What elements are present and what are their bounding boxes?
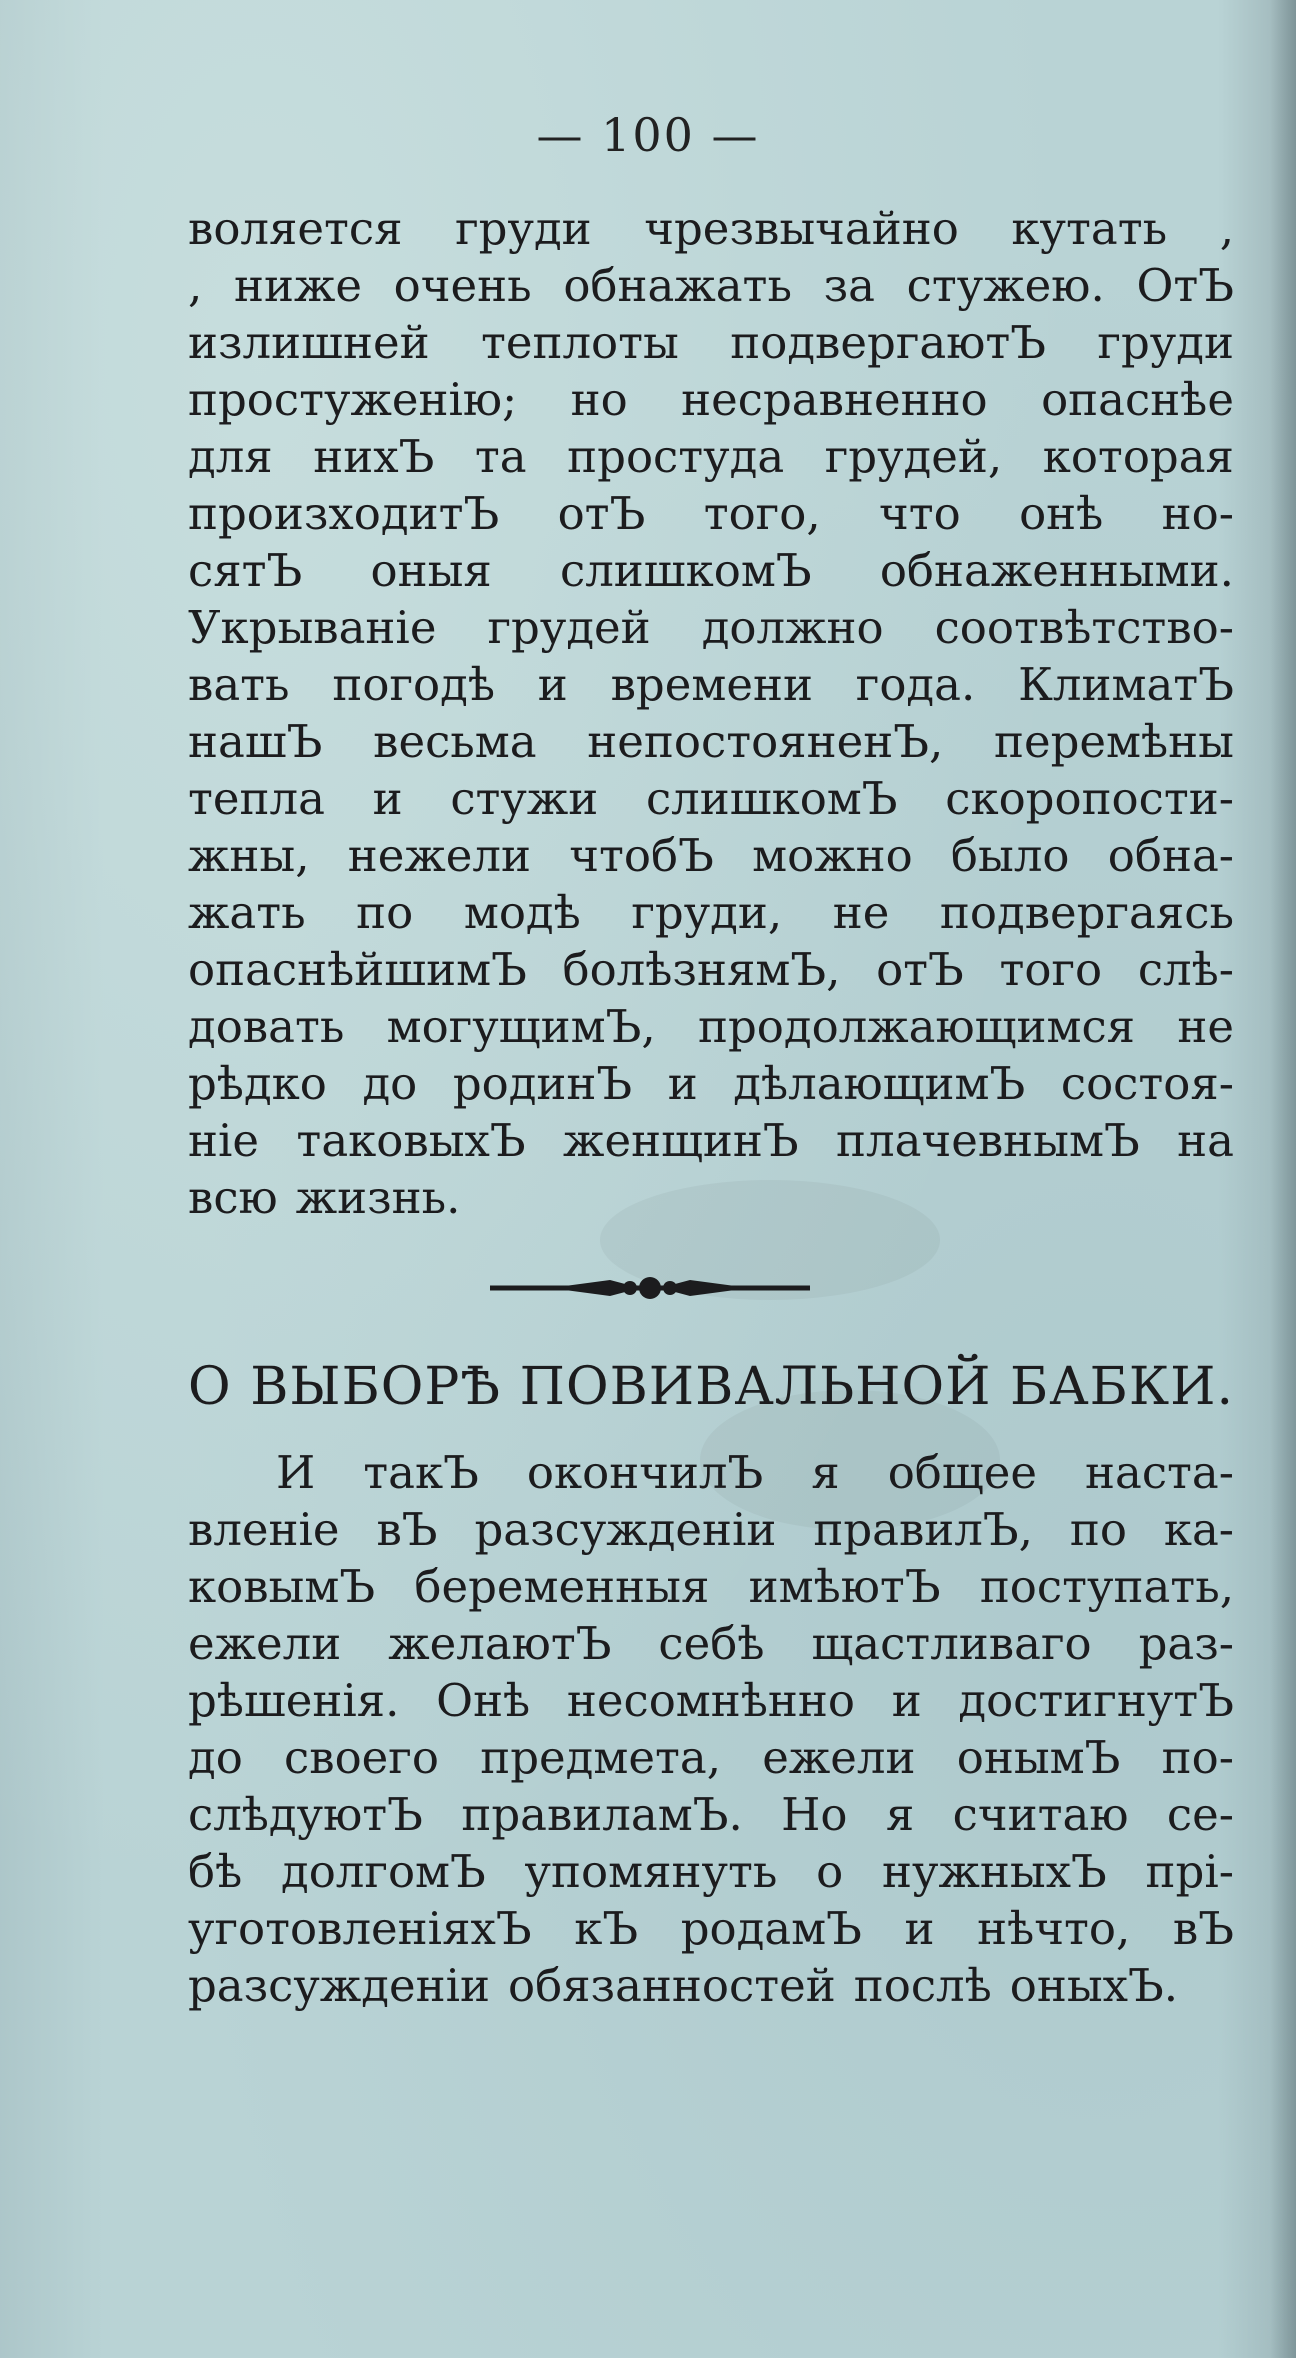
word: родамЪ bbox=[680, 1902, 862, 1955]
word: считаю bbox=[952, 1788, 1129, 1841]
word: Укрыванiе bbox=[188, 601, 437, 654]
word: по bbox=[356, 886, 414, 939]
word: и bbox=[372, 772, 403, 825]
word: желаютЪ bbox=[388, 1617, 612, 1670]
word: бѣ bbox=[188, 1845, 243, 1898]
text-line bbox=[188, 485, 1234, 542]
page-edge-shadow bbox=[1270, 0, 1296, 2358]
text-line bbox=[188, 1558, 1234, 1615]
word: долгомЪ bbox=[280, 1845, 486, 1898]
text-line bbox=[188, 941, 1234, 998]
word: перемѣны bbox=[993, 715, 1234, 768]
word: опаснѣйшимЪ bbox=[188, 943, 527, 996]
word: продолжающимся bbox=[697, 1000, 1136, 1053]
word: должно bbox=[701, 601, 884, 654]
word: соотвѣтство- bbox=[934, 601, 1234, 654]
word: вЪ bbox=[376, 1503, 438, 1556]
word: очень bbox=[393, 259, 532, 312]
text-line bbox=[188, 1615, 1234, 1672]
text-line bbox=[188, 371, 1234, 428]
word: прi- bbox=[1145, 1845, 1234, 1898]
word: воляется bbox=[188, 202, 403, 255]
word: окончилЪ bbox=[526, 1446, 764, 1499]
word: жизнь. bbox=[295, 1171, 461, 1224]
word: та bbox=[474, 430, 527, 483]
word: можно bbox=[752, 829, 913, 882]
word: подвергаютЪ bbox=[730, 316, 1047, 369]
text-line bbox=[188, 998, 1234, 1055]
word: всю bbox=[188, 1171, 278, 1224]
word: разсужденiи bbox=[474, 1503, 777, 1556]
word: о bbox=[816, 1845, 844, 1898]
word: обна- bbox=[1107, 829, 1234, 882]
text-line bbox=[188, 1786, 1234, 1843]
word: нежели bbox=[347, 829, 531, 882]
paragraph-1 bbox=[188, 200, 1234, 1226]
word: излишней bbox=[188, 316, 430, 369]
word: ежели bbox=[762, 1731, 916, 1784]
word: обнажать bbox=[563, 259, 792, 312]
word: груди bbox=[455, 202, 592, 255]
word: года. bbox=[855, 658, 976, 711]
text-line bbox=[188, 1444, 1234, 1501]
word: нихЪ bbox=[313, 430, 435, 483]
word: жны, bbox=[188, 829, 310, 882]
text-line bbox=[188, 1729, 1234, 1786]
text-line bbox=[188, 257, 1234, 314]
word: раз- bbox=[1138, 1617, 1234, 1670]
word: я bbox=[885, 1788, 915, 1841]
text-line bbox=[188, 656, 1234, 713]
word: не bbox=[832, 886, 890, 939]
word: рѣдко bbox=[188, 1057, 327, 1110]
word: ниже bbox=[233, 259, 362, 312]
word: слѣдуютЪ bbox=[188, 1788, 423, 1841]
text-line bbox=[188, 1055, 1234, 1112]
word: стужею. bbox=[906, 259, 1105, 312]
word: достигнутЪ bbox=[958, 1674, 1234, 1727]
text-line bbox=[188, 599, 1234, 656]
text-line bbox=[188, 713, 1234, 770]
word: поступать, bbox=[979, 1560, 1234, 1613]
word: для bbox=[188, 430, 273, 483]
word: непостояненЪ, bbox=[587, 715, 944, 768]
word: наста- bbox=[1085, 1446, 1234, 1499]
word: сятЪ bbox=[188, 544, 303, 597]
word: оныхЪ. bbox=[1009, 1959, 1179, 2012]
word: таковыхЪ bbox=[296, 1114, 526, 1167]
word: нужныхЪ bbox=[881, 1845, 1107, 1898]
word: плачевнымЪ bbox=[836, 1114, 1140, 1167]
heading-word: БАБКИ. bbox=[1010, 1357, 1234, 1417]
word: слишкомЪ bbox=[560, 544, 812, 597]
word: оныя bbox=[370, 544, 492, 597]
word: но bbox=[570, 373, 628, 426]
word: вленiе bbox=[188, 1503, 340, 1556]
word: ковымЪ bbox=[188, 1560, 376, 1613]
section-divider-ornament bbox=[490, 1268, 810, 1308]
word: предмета, bbox=[480, 1731, 722, 1784]
word: и bbox=[891, 1674, 922, 1727]
word: слишкомЪ bbox=[645, 772, 898, 825]
word: себѣ bbox=[658, 1617, 765, 1670]
word: отЪ bbox=[876, 943, 964, 996]
word: се- bbox=[1166, 1788, 1234, 1841]
word: но- bbox=[1161, 487, 1234, 540]
word: тепла bbox=[188, 772, 325, 825]
word: того bbox=[999, 943, 1103, 996]
word: обнаженными. bbox=[879, 544, 1234, 597]
word: нiе bbox=[188, 1114, 260, 1167]
word: погодѣ bbox=[332, 658, 495, 711]
word: уготовленiяхЪ bbox=[188, 1902, 532, 1955]
word: модѣ bbox=[463, 886, 581, 939]
word: дѣлающимЪ bbox=[733, 1057, 1026, 1110]
word: имѣютЪ bbox=[748, 1560, 941, 1613]
word: беременныя bbox=[414, 1560, 710, 1613]
word: и bbox=[667, 1057, 698, 1110]
text-line bbox=[188, 770, 1234, 827]
word: онѣ bbox=[1019, 487, 1104, 540]
word: теплоты bbox=[480, 316, 679, 369]
heading-word: ПОВИВАЛЬНОЙ bbox=[519, 1357, 992, 1417]
word: того, bbox=[703, 487, 821, 540]
word: , bbox=[1219, 202, 1234, 255]
word: онымЪ bbox=[956, 1731, 1121, 1784]
word: по- bbox=[1161, 1731, 1234, 1784]
word: и bbox=[904, 1902, 935, 1955]
word: нѣчто, bbox=[977, 1902, 1131, 1955]
word: простуженію; bbox=[188, 373, 518, 426]
word: Но bbox=[781, 1788, 848, 1841]
word: кЪ bbox=[574, 1902, 639, 1955]
word: и bbox=[537, 658, 568, 711]
word: ОтЪ bbox=[1136, 259, 1234, 312]
word: скоропости- bbox=[945, 772, 1234, 825]
text-line bbox=[188, 827, 1234, 884]
word: ка- bbox=[1163, 1503, 1234, 1556]
heading-word: О bbox=[188, 1357, 232, 1417]
word: кутать bbox=[1011, 202, 1168, 255]
text-line bbox=[188, 1672, 1234, 1729]
word: грудей, bbox=[824, 430, 1003, 483]
text-line bbox=[188, 314, 1234, 371]
word: я bbox=[811, 1446, 840, 1499]
word: обязанностей bbox=[507, 1959, 836, 2012]
word: , bbox=[188, 259, 203, 312]
word: которая bbox=[1042, 430, 1234, 483]
text-line bbox=[188, 428, 1234, 485]
text-line bbox=[188, 1843, 1234, 1900]
word: было bbox=[950, 829, 1070, 882]
word: до bbox=[362, 1057, 418, 1110]
word: что bbox=[879, 487, 961, 540]
word: женщинЪ bbox=[563, 1114, 799, 1167]
word: несомнѣнно bbox=[566, 1674, 856, 1727]
word: произходитЪ bbox=[188, 487, 500, 540]
word: нашЪ bbox=[188, 715, 323, 768]
word: КлиматЪ bbox=[1018, 658, 1234, 711]
word: слѣ- bbox=[1137, 943, 1234, 996]
word: послѣ bbox=[853, 1959, 992, 2012]
word: правиламЪ. bbox=[461, 1788, 743, 1841]
text-line bbox=[188, 1501, 1234, 1558]
word: отЪ bbox=[557, 487, 646, 540]
word: не bbox=[1177, 1000, 1234, 1053]
word: своего bbox=[284, 1731, 439, 1784]
word: подвергаясь bbox=[939, 886, 1234, 939]
word: щастливаго bbox=[811, 1617, 1092, 1670]
word: вЪ bbox=[1172, 1902, 1234, 1955]
word: по bbox=[1069, 1503, 1127, 1556]
text-line bbox=[188, 1900, 1234, 1957]
text-line bbox=[188, 542, 1234, 599]
word: простуда bbox=[567, 430, 785, 483]
paragraph-2 bbox=[188, 1444, 1234, 2014]
word: болѣзнямЪ, bbox=[562, 943, 841, 996]
word: разсужденiи bbox=[188, 1959, 490, 2012]
word: чрезвычайно bbox=[644, 202, 959, 255]
word: правилЪ, bbox=[813, 1503, 1033, 1556]
word: стужи bbox=[450, 772, 599, 825]
word: Онѣ bbox=[436, 1674, 531, 1727]
word: общее bbox=[887, 1446, 1037, 1499]
word: И bbox=[276, 1446, 316, 1499]
word: опаснѣе bbox=[1041, 373, 1234, 426]
word: довать bbox=[188, 1000, 345, 1053]
word: до bbox=[188, 1731, 243, 1784]
word: чтобЪ bbox=[569, 829, 714, 882]
word: родинЪ bbox=[452, 1057, 633, 1110]
word: вать bbox=[188, 658, 290, 711]
text-line bbox=[188, 200, 1234, 257]
word: такЪ bbox=[363, 1446, 479, 1499]
word: на bbox=[1177, 1114, 1234, 1167]
text-line bbox=[188, 1957, 1234, 2014]
word: времени bbox=[610, 658, 813, 711]
word: грудей bbox=[487, 601, 651, 654]
word: ежели bbox=[188, 1617, 342, 1670]
word: весьма bbox=[373, 715, 537, 768]
word: груди, bbox=[631, 886, 783, 939]
page-number: — 100 — bbox=[536, 108, 760, 162]
text-line bbox=[188, 884, 1234, 941]
word: несравненно bbox=[681, 373, 988, 426]
text-line bbox=[188, 1112, 1234, 1169]
word: за bbox=[823, 259, 875, 312]
word: рѣшенiя. bbox=[188, 1674, 400, 1727]
word: груди bbox=[1097, 316, 1234, 369]
section-heading bbox=[188, 1352, 1234, 1422]
word: упомянуть bbox=[524, 1845, 778, 1898]
word: состоя- bbox=[1060, 1057, 1234, 1110]
heading-word: ВЫБОРѢ bbox=[250, 1357, 502, 1417]
word: могущимЪ, bbox=[386, 1000, 656, 1053]
text-line bbox=[188, 1169, 1234, 1226]
word: жать bbox=[188, 886, 306, 939]
